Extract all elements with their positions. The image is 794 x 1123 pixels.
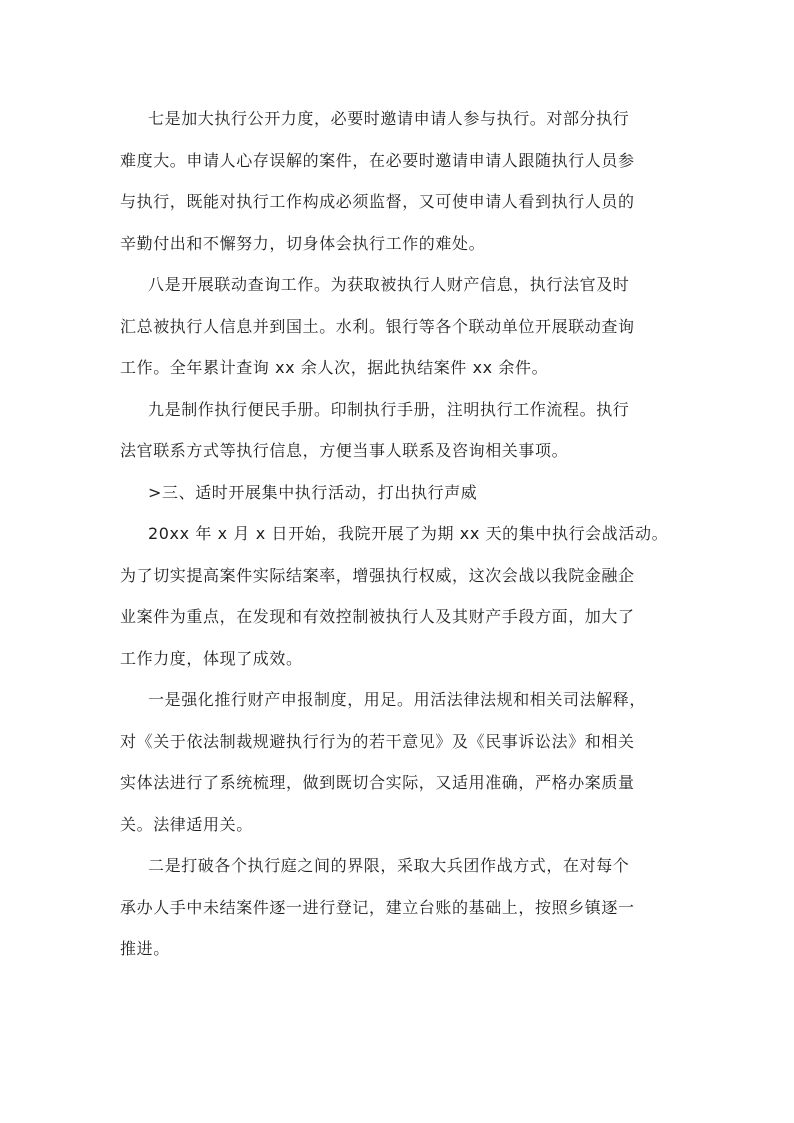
paragraph-nine: [120, 389, 676, 472]
section-heading: >三、适时开展集中执行活动，打出执行声威: [148, 482, 478, 502]
text-line: 与执行，既能对执行工作构成必须监督，又可使申请人看到执行人员的: [120, 192, 635, 211]
text-line: 工作。全年累计查询 xx 余人次，据此执结案件 xx 余件。: [120, 358, 549, 377]
text-line: 承办人手中未结案件逐一进行登记，建立台账的基础上，按照乡镇逐一: [120, 897, 635, 917]
text-line: 七是加大执行公开力度，必要时邀请申请人参与执行。对部分执行: [148, 109, 630, 128]
text-line: 实体法进行了系统梳理，做到既切合实际，又适用准确，严格办案质量: [120, 773, 635, 792]
text-line: 八是开展联动查询工作。为获取被执行人财产信息，执行法官及时: [148, 275, 630, 294]
text-line: 关。法律适用关。: [120, 814, 253, 834]
text-line: 为了切实提高案件实际结案率，增强执行权威，这次会战以我院金融企: [120, 565, 635, 585]
text-line: 一是强化推行财产申报制度，用足。用活法律法规和相关司法解释，: [148, 690, 647, 709]
section-heading-three: [120, 472, 676, 514]
document-body: [120, 98, 676, 970]
text-line: 业案件为重点，在发现和有效控制被执行人及其财产手段方面，加大了: [120, 607, 635, 626]
paragraph-eight: [120, 264, 676, 389]
text-line: 二是打破各个执行庭之间的界限，采取大兵团作战方式，在对每个: [148, 856, 630, 875]
text-line: 辛勤付出和不懈努力，切身体会执行工作的难处。: [120, 233, 486, 253]
paragraph-one: [120, 679, 676, 845]
paragraph-two: [120, 845, 676, 970]
paragraph-seven: [120, 98, 676, 264]
paragraph-campaign: [120, 513, 676, 679]
text-line: 汇总被执行人信息并到国土。水利。银行等各个联动单位开展联动查询: [120, 316, 635, 336]
text-line: 难度大。申请人心存误解的案件，在必要时邀请申请人跟随执行人员参: [120, 150, 635, 170]
text-line: 20xx 年 x 月 x 日开始，我院开展了为期 xx 天的集中执行会战活动。: [148, 524, 669, 543]
text-line: 推进。: [120, 939, 170, 958]
text-line: 对《关于依法制裁规避执行行为的若干意见》及《民事诉讼法》和相关: [120, 731, 635, 751]
text-line: 九是制作执行便民手册。印制执行手册，注明执行工作流程。执行: [148, 399, 630, 419]
text-line: 工作力度，体现了成效。: [120, 648, 303, 668]
text-line: 法官联系方式等执行信息，方便当事人联系及咨询相关事项。: [120, 441, 569, 460]
